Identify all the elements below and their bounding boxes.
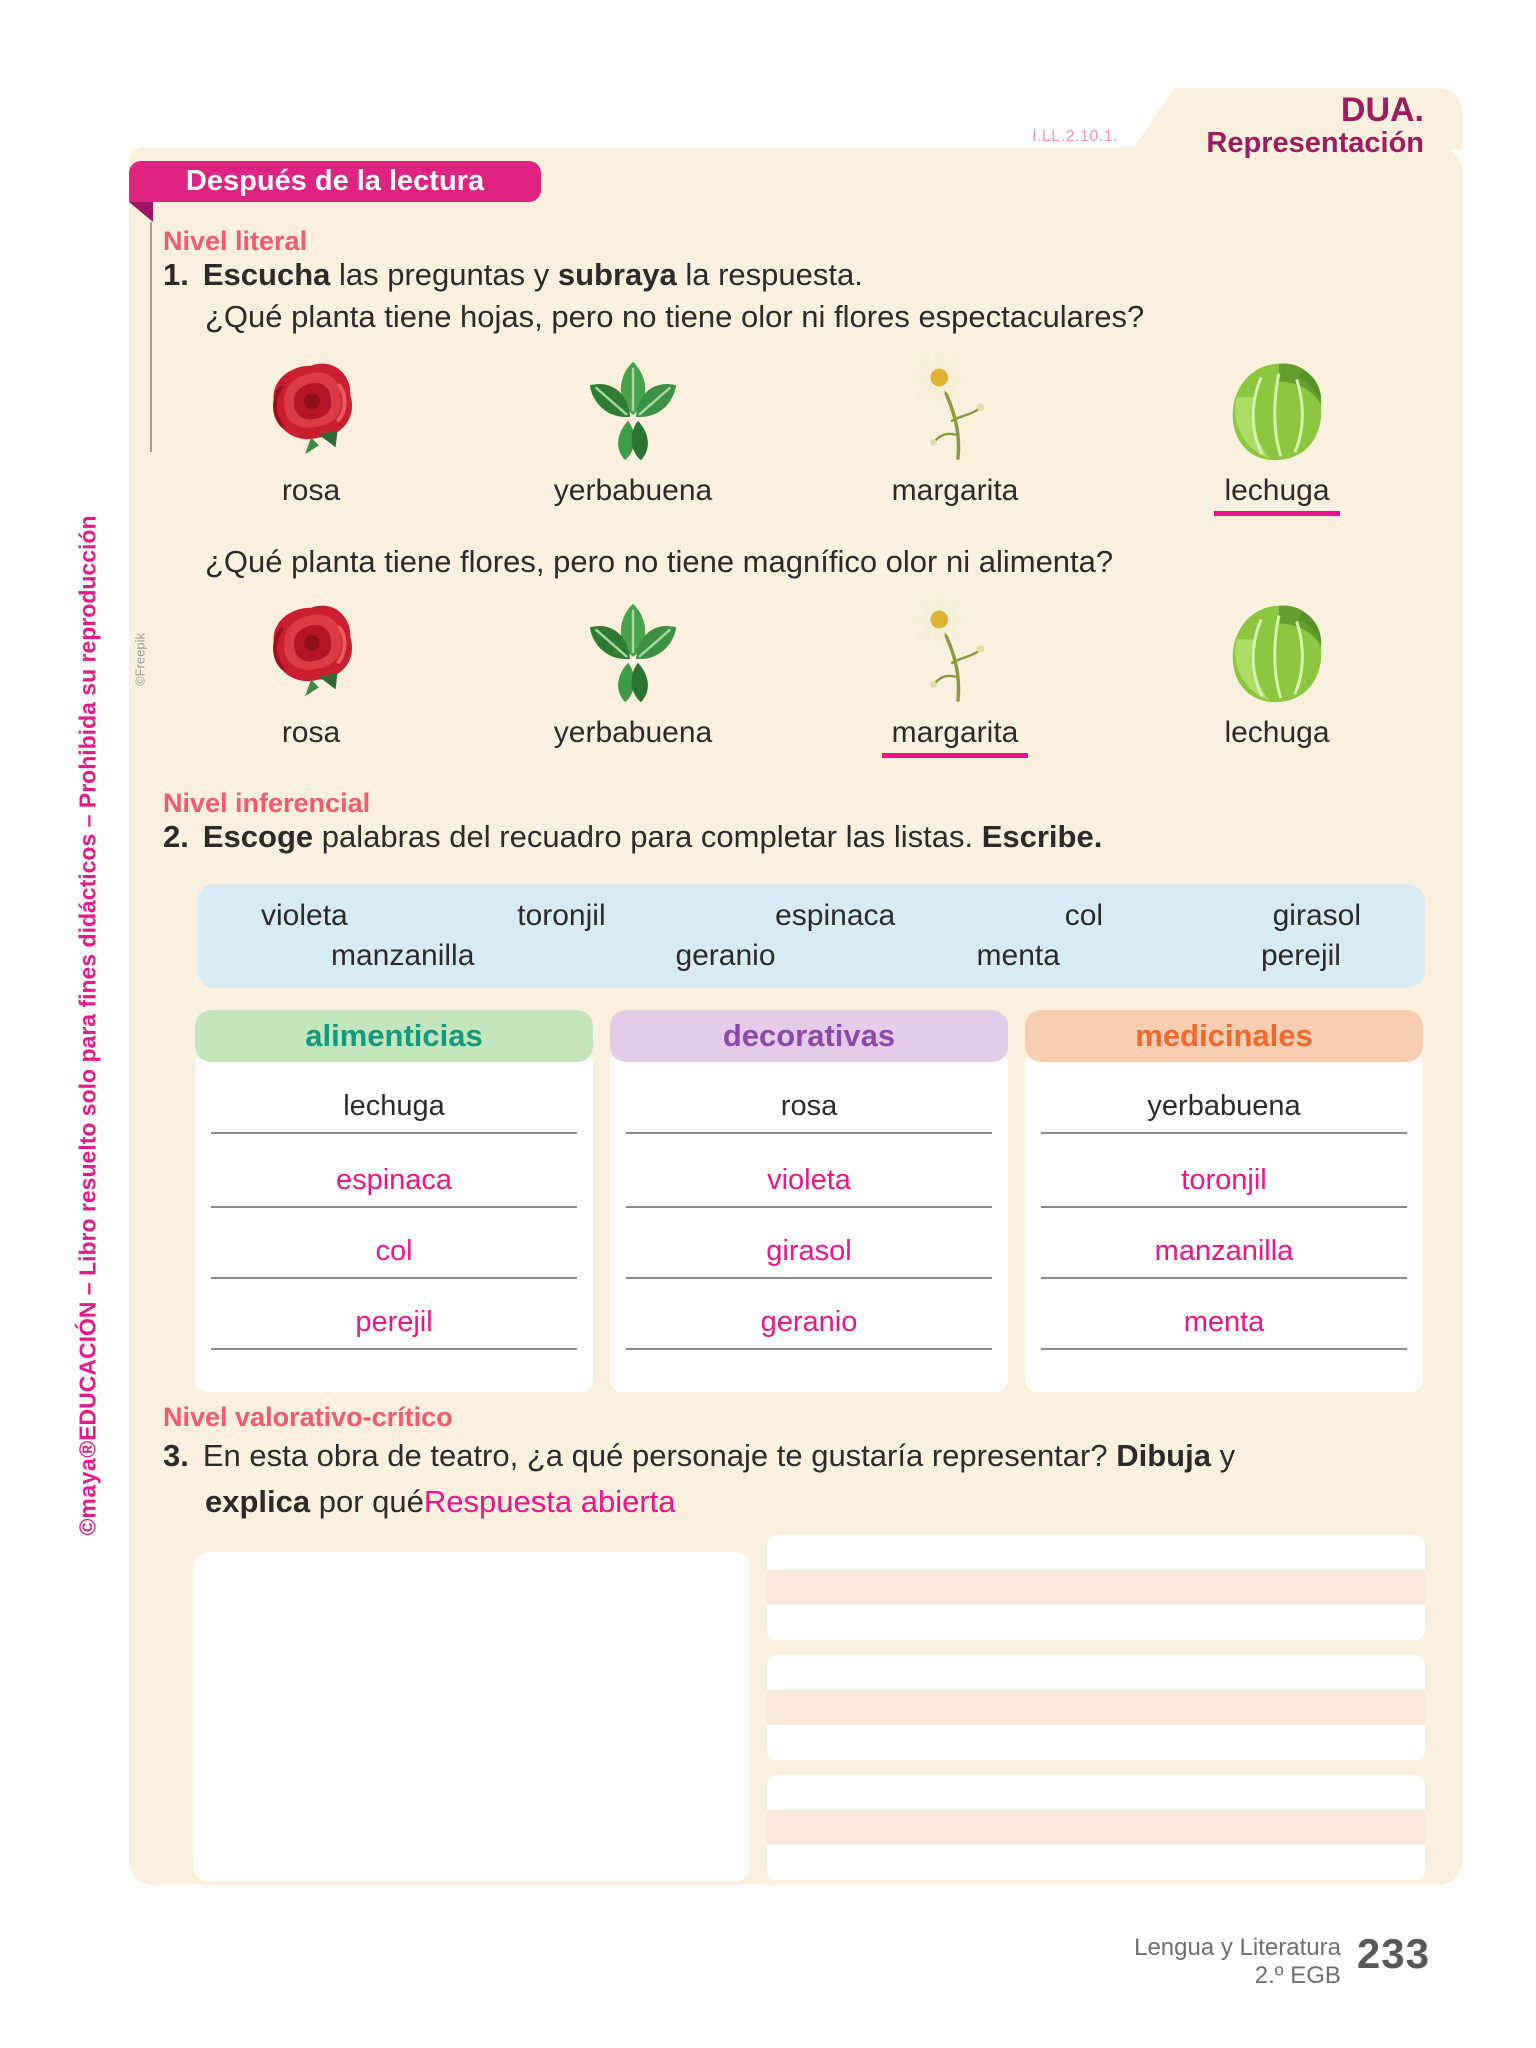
writing-lines-box[interactable] [767,1535,1425,1640]
answer-line[interactable]: espinaca [211,1164,577,1208]
prompt-bold: Escucha [202,257,331,292]
level-label-inferencial: Nivel inferencial [163,788,371,818]
plant-option-lechuga[interactable] [1116,592,1438,758]
writing-guide-stripe [767,1690,1425,1725]
plant-label: margarita [891,474,1019,507]
column-card-medicinales [1025,1010,1423,1392]
prompt-text: por qué [310,1484,424,1519]
answer-line[interactable]: toronjil [1041,1164,1407,1208]
answer-line[interactable]: rosa [626,1090,992,1134]
prompt-text: y [1210,1438,1236,1473]
writing-lines-box[interactable] [767,1655,1425,1760]
prompt-bold: Escoge [202,819,314,854]
plant-option-rosa[interactable] [150,592,472,758]
prompt-text: las preguntas y [330,257,558,292]
dua-label [1206,92,1424,159]
word-chip[interactable]: geranio [675,939,776,972]
word-chip[interactable]: espinaca [775,899,896,932]
footer-grade: 2.º EGB [1254,1961,1341,1989]
exercise2-prompt [163,819,1102,855]
answer-line[interactable]: manzanilla [1041,1235,1407,1279]
question-2-text: ¿Qué planta tiene flores, pero no tiene magnífico olor ni alimenta? [205,544,1114,579]
mint-image-icon [574,350,692,468]
word-bank-row [197,933,1425,973]
footer-subject-grade [1134,1934,1341,1989]
plant-option-rosa[interactable] [150,350,472,516]
plant-label: rosa [281,716,341,749]
prompt-bold: subraya [557,257,677,292]
exercise1-number: 1. [163,257,189,292]
prompt-bold: Escribe. [981,819,1103,854]
copyright-text: ®EDUCACIÓN – Libro resuelto solo para fines didácticos – Prohibida su reproducción [74,515,101,1458]
drawing-area[interactable] [193,1552,750,1882]
writing-guide-stripe [767,1570,1425,1605]
column-header: medicinales [1025,1010,1423,1062]
answer-line[interactable]: geranio [626,1306,992,1350]
answer-line[interactable]: yerbabuena [1041,1090,1407,1134]
lettuce-image-icon [1218,350,1336,468]
exercise3-prompt-line1 [163,1438,1235,1474]
plant-label: lechuga [1214,474,1339,516]
exercise1-prompt [163,257,863,293]
copyright-sidebar [75,406,102,1646]
plant-label: rosa [281,474,341,507]
rose-image-icon [252,592,370,710]
word-chip[interactable]: manzanilla [331,939,475,972]
question-1-text: ¿Qué planta tiene hojas, pero no tiene olor ni flores espectaculares? [205,299,1145,334]
column-card-decorativas [610,1010,1008,1392]
answer-line[interactable]: col [211,1235,577,1279]
page-number: 233 [1356,1930,1430,1977]
column-card-alimenticias [195,1010,593,1392]
prompt-text: la respuesta. [676,257,863,292]
plant-label: lechuga [1224,716,1330,749]
plant-option-yerbabuena[interactable] [472,350,794,516]
answer-line[interactable]: menta [1041,1306,1407,1350]
column-header: alimenticias [195,1010,593,1062]
rose-image-icon [252,350,370,468]
plant-option-margarita[interactable] [794,350,1116,516]
daisy-image-icon [896,350,1014,468]
open-answer-note: Respuesta abierta [423,1484,676,1519]
dua-corner-diagonal [1132,88,1174,150]
daisy-image-icon [896,592,1014,710]
plant-option-yerbabuena[interactable] [472,592,794,758]
exercise2-number: 2. [163,819,189,854]
mint-image-icon [574,592,692,710]
prompt-text: palabras del recuadro para completar las listas. [313,819,982,854]
plant-label: yerbabuena [553,474,713,507]
column-body [610,1056,1008,1392]
column-body [195,1056,593,1392]
column-header: decorativas [610,1010,1008,1062]
answer-line[interactable]: lechuga [211,1090,577,1134]
word-bank [197,884,1425,988]
word-chip[interactable]: perejil [1260,939,1341,972]
exercise3-number: 3. [163,1438,189,1473]
prompt-bold: explica [205,1484,311,1519]
copyright-prefix: © [74,1518,101,1536]
plant-option-margarita[interactable] [794,592,1116,758]
question-2-options [150,592,1440,758]
word-chip[interactable]: toronjil [517,899,606,932]
dua-subtitle: Representación [1206,127,1424,160]
footer-subject: Lengua y Literatura [1134,1934,1341,1961]
level-label-literal: Nivel literal [163,226,308,256]
curriculum-standard-code: I.LL.2.10.1. [1032,128,1119,145]
writing-lines-box[interactable] [767,1775,1425,1880]
prompt-text: En esta obra de teatro, ¿a qué personaje te gustaría representar? [202,1438,1117,1473]
answer-line[interactable]: violeta [626,1164,992,1208]
answer-line[interactable]: perejil [211,1306,577,1350]
plant-option-lechuga[interactable] [1116,350,1438,516]
section-tab: Después de la lectura [129,161,541,202]
lettuce-image-icon [1218,592,1336,710]
prompt-bold: Dibuja [1116,1438,1211,1473]
question-1-options [150,350,1440,516]
level-label-valorativo: Nivel valorativo-crítico [163,1402,453,1432]
writing-guide-stripe [767,1810,1425,1845]
answer-line[interactable]: girasol [626,1235,992,1279]
exercise3-prompt-line2 [205,1484,676,1520]
word-chip[interactable]: girasol [1272,899,1361,932]
column-body [1025,1056,1423,1392]
word-chip[interactable]: col [1064,899,1104,932]
word-bank-row [197,884,1425,933]
word-chip[interactable]: menta [976,939,1060,972]
plant-label: margarita [882,716,1029,758]
plant-label: yerbabuena [553,716,713,749]
image-credit: ©Freepik [132,633,148,686]
dua-title: DUA. [1340,91,1424,129]
publisher-brand: maya [74,1457,101,1519]
word-chip[interactable]: violeta [261,899,348,932]
page-footer [1134,1930,1430,1989]
